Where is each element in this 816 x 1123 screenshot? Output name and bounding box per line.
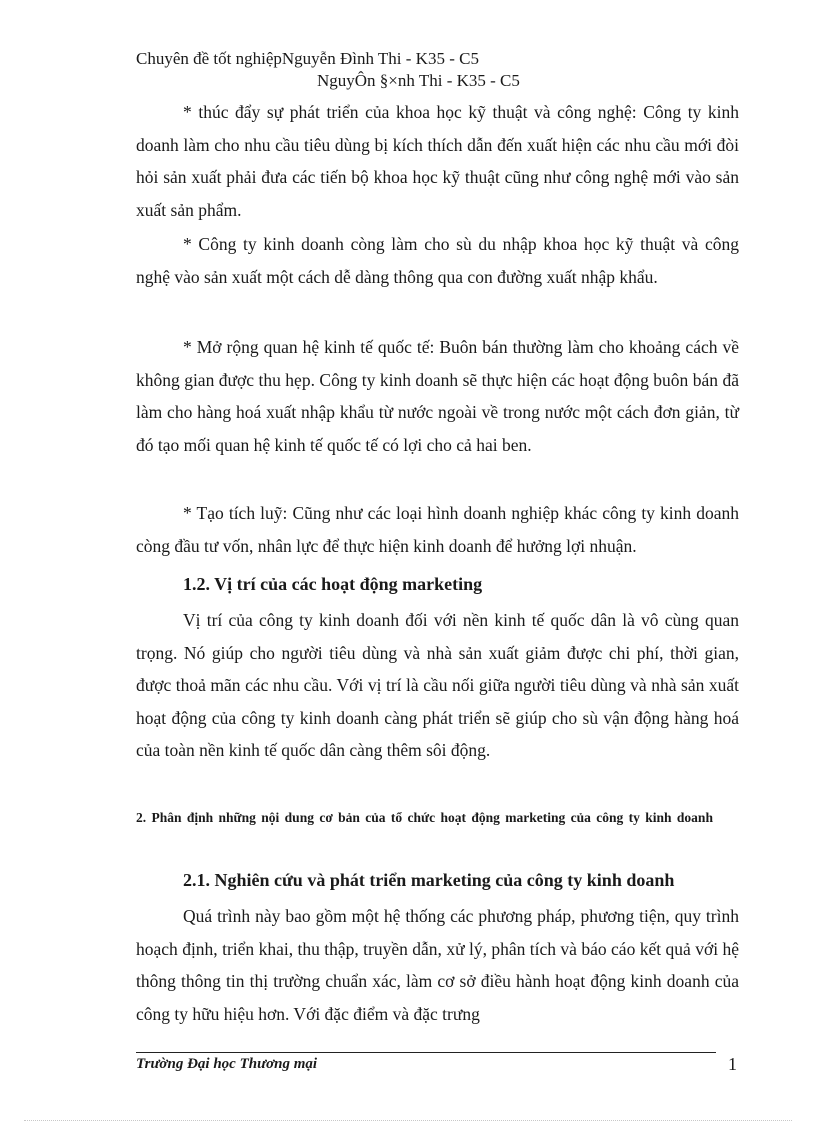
heading-2: 2. Phân định những nội dung cơ bản của tổ chức hoạt động marketing của công ty kinh doanh [136,810,713,825]
heading-2-1: 2.1. Nghiên cứu và phát triển marketing của công ty kinh doanh [183,870,675,890]
page-number: 1 [728,1054,737,1074]
paragraph-2: * Công ty kinh doanh còng làm cho sù du nhập khoa học kỹ thuật và công nghệ vào sản xuất một cách dễ dàng thông qua con đường xuất nhập khẩu. [136,234,739,287]
header-line-1: Chuyên đề tốt nghiệpNguyễn Đình Thi - K35 - C5 [136,49,479,68]
paragraph-4: * Tạo tích luỹ: Cũng như các loại hình doanh nghiệp khác công ty kinh doanh còng đầu tư vốn, nhân lực để thực hiện kinh doanh để hưởng lợi nhuận. [136,503,739,556]
paragraph-6: Quá trình này bao gồm một hệ thống các phương pháp, phương tiện, quy trình hoạch định, triển khai, thu thập, truyền dẫn, xử lý, phân tích và báo cáo kết quả với hệ thông thông tin thị trường chuẩn xác, làm cơ sở điều hành hoạt động kinh doanh của công ty hữu hiệu hơn. Với đặc điểm và đặc trưng [136,906,739,1024]
page-bottom-border [24,1120,792,1121]
paragraph-5: Vị trí của công ty kinh doanh đối với nền kinh tế quốc dân là vô cùng quan trọng. Nó giúp cho người tiêu dùng và nhà sản xuất giảm được chi phí, thời gian, được thoả mãn các nhu cầu. Với vị trí là cầu nối giữa người tiêu dùng và nhà sản xuất hoạt động của công ty kinh doanh càng phát triển sẽ giúp cho sù vận động hàng hoá của toàn nền kinh tế quốc dân càng thêm sôi động. [136,610,739,760]
footer-school: Trường Đại học Thương mại [136,1056,318,1072]
heading-1-2: 1.2. Vị trí của các hoạt động marketing [183,574,483,594]
paragraph-1: * thúc đẩy sự phát triển của khoa học kỹ thuật và công nghệ: Công ty kinh doanh làm cho nhu cầu tiêu dùng bị kích thích dẫn đến xuất hiện các nhu cầu mới đòi hỏi sản xuất phải đưa các tiến bộ khoa học kỹ thuật cũng như công nghệ mới vào sản xuất sản phẩm. [136,102,739,220]
footer-divider [136,1052,716,1053]
header-line-2: NguyÔn §×nh Thi - K35 - C5 [317,71,520,90]
paragraph-3: * Mở rộng quan hệ kinh tế quốc tế: Buôn bán thường làm cho khoảng cách về không gian được thu hẹp. Công ty kinh doanh sẽ thực hiện các hoạt động buôn bán đã làm cho hàng hoá xuất nhập khẩu từ nước ngoài về trong nước một cách đơn giản, từ đó tạo mối quan hệ kinh tế quốc tế có lợi cho cả hai ben. [136,337,739,455]
